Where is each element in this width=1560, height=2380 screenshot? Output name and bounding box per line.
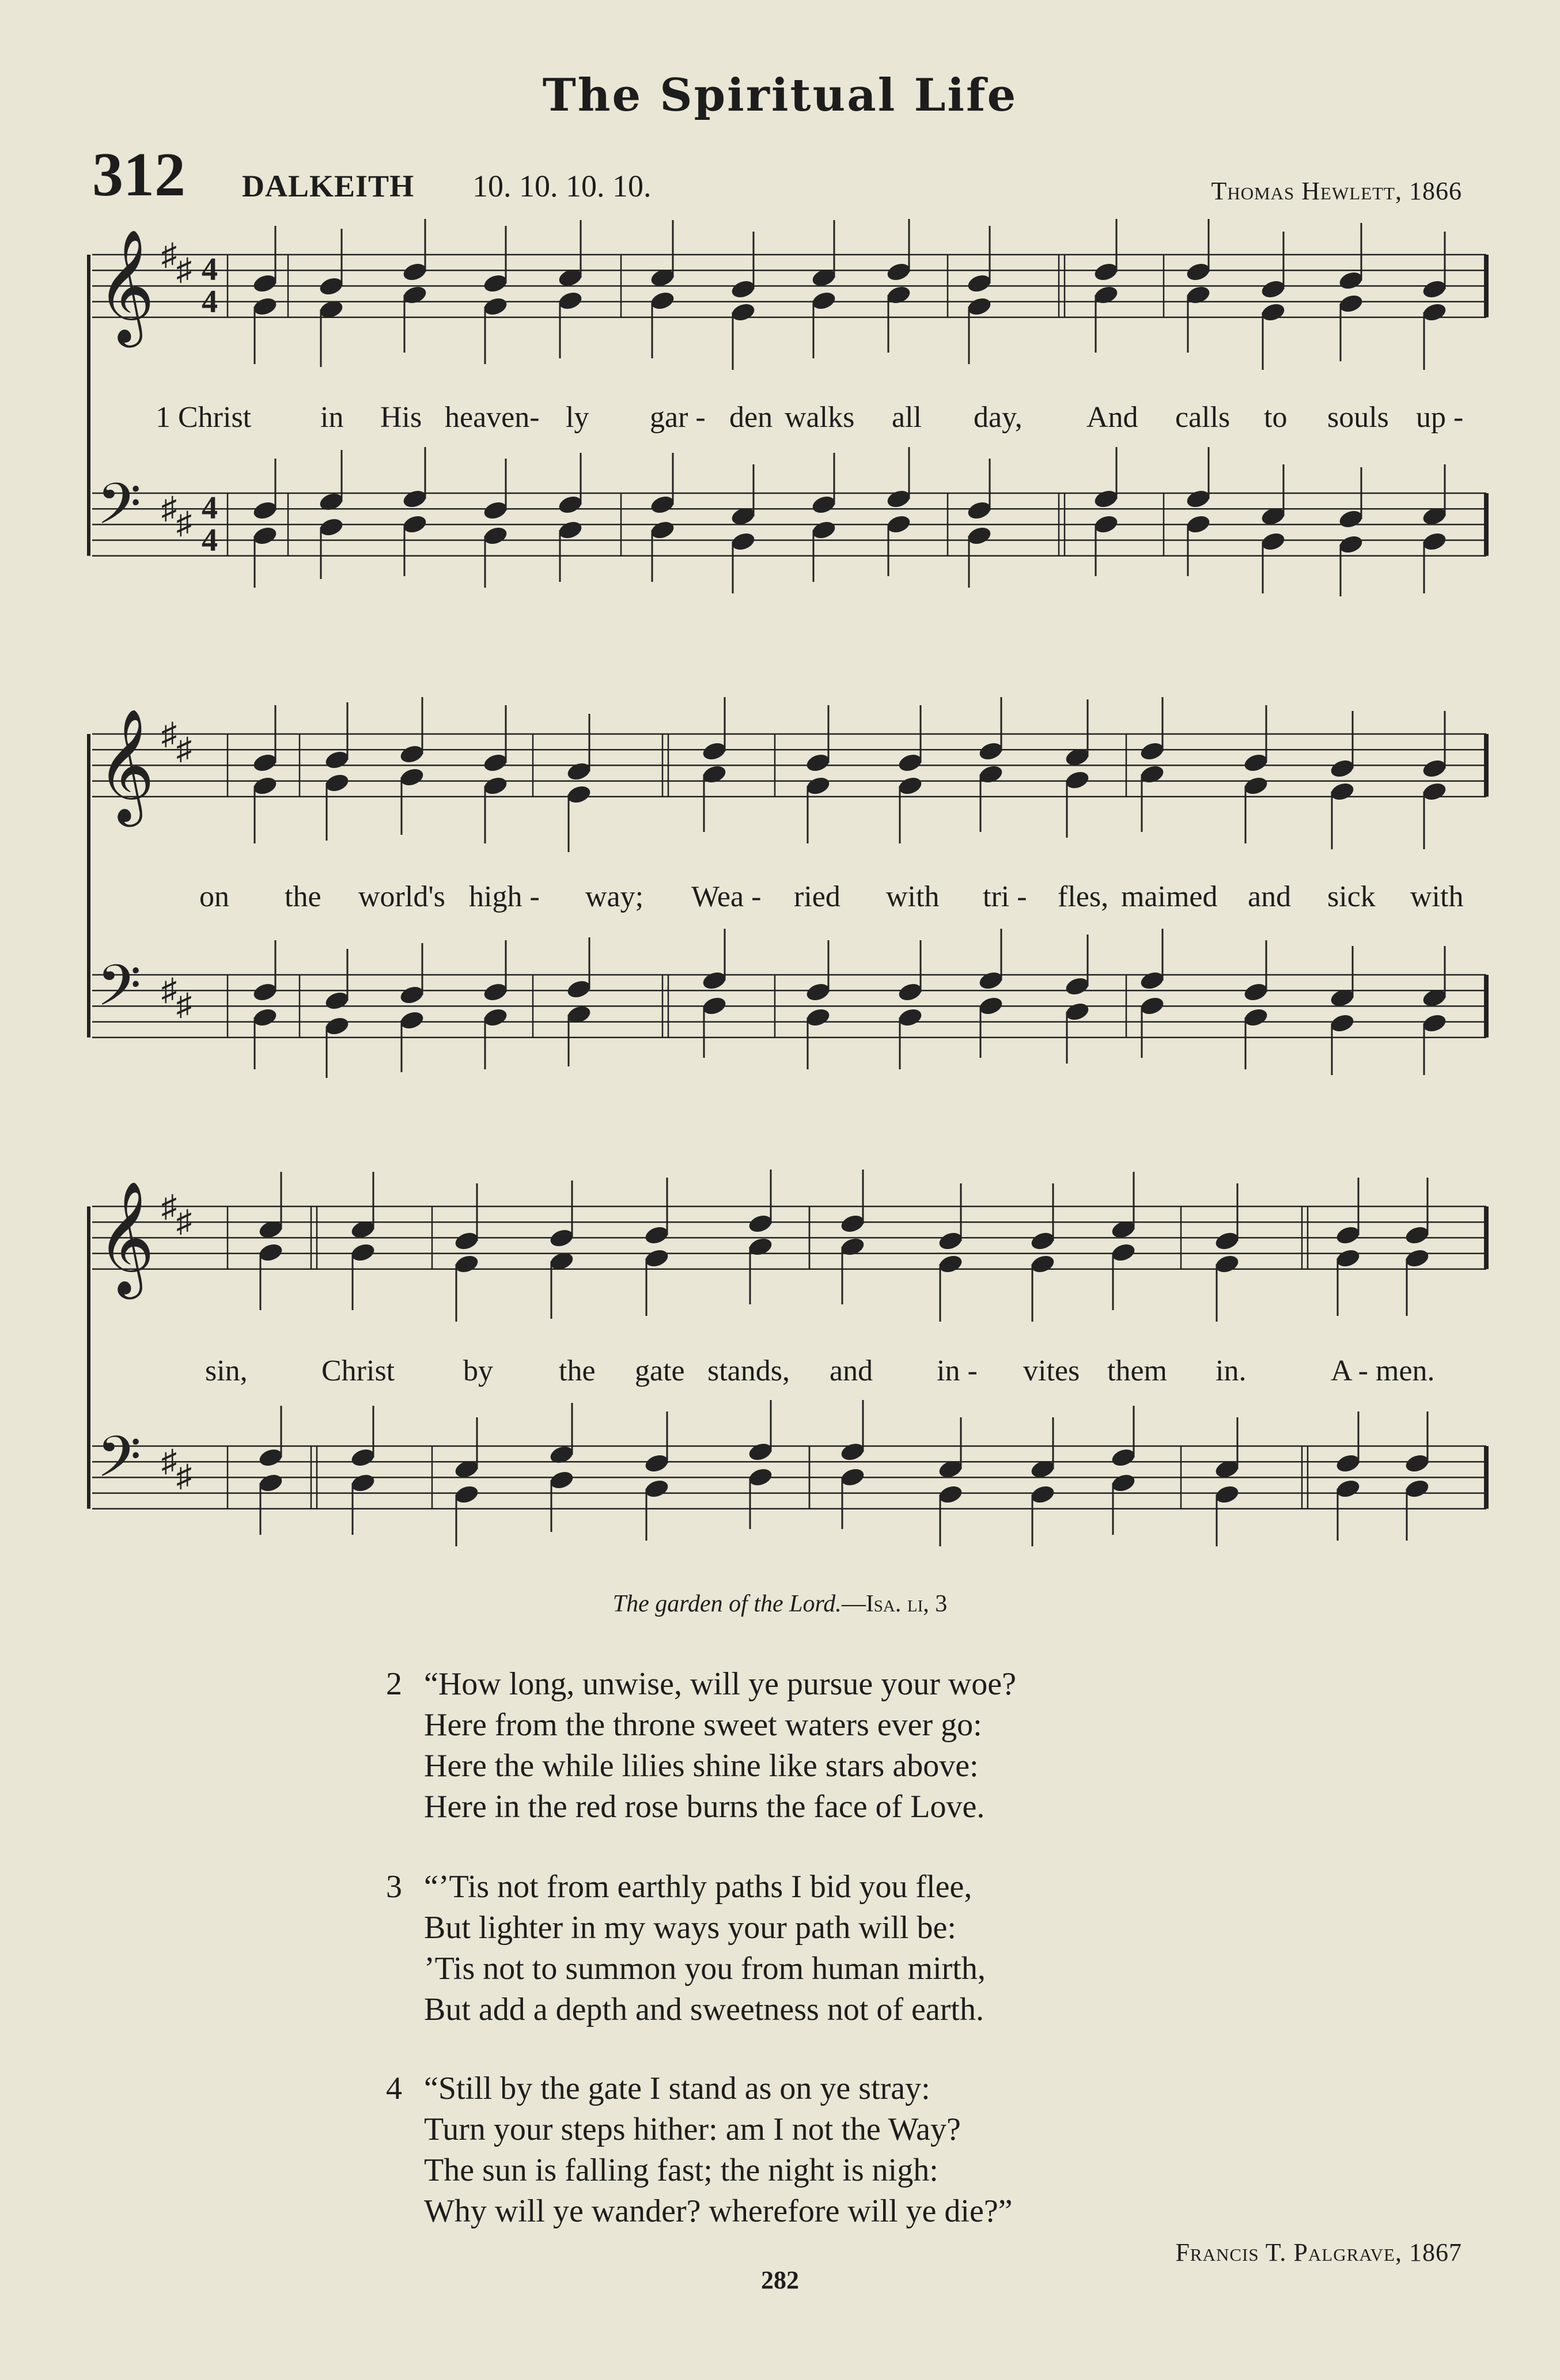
note-head bbox=[1338, 533, 1364, 555]
lyric-syllable: vites bbox=[1023, 1354, 1080, 1387]
note-head bbox=[252, 981, 278, 1003]
note-head bbox=[318, 516, 344, 538]
note-head bbox=[937, 1230, 964, 1252]
lyric-syllable: by bbox=[463, 1354, 493, 1387]
note-head bbox=[701, 995, 728, 1017]
note-head bbox=[1029, 1230, 1056, 1252]
lyric-syllable: all bbox=[892, 401, 922, 434]
lyric-syllable: them bbox=[1107, 1354, 1167, 1387]
note-head bbox=[482, 273, 509, 294]
treble-clef-icon: 𝄞 bbox=[97, 1180, 155, 1295]
hymn-number: 312 bbox=[92, 141, 185, 209]
stanza-line: Why will ye wander? wherefore will ye die?” bbox=[424, 2193, 1013, 2229]
note-head bbox=[1139, 995, 1165, 1017]
lyric-syllable: walks bbox=[785, 401, 855, 434]
sharp-icon: ♯ bbox=[161, 1444, 177, 1478]
treble-clef-icon: 𝄞 bbox=[97, 229, 155, 343]
lyric-syllable: sin, bbox=[205, 1354, 248, 1387]
note-head bbox=[1185, 284, 1211, 306]
note-head bbox=[1421, 1012, 1448, 1034]
sharp-icon: ♯ bbox=[161, 973, 177, 1007]
note-head bbox=[258, 1242, 284, 1263]
note-head bbox=[324, 990, 350, 1012]
note-head bbox=[258, 1447, 284, 1469]
note-head bbox=[399, 984, 425, 1006]
bass-clef-icon: 𝄢 bbox=[97, 1424, 142, 1504]
sharp-icon: ♯ bbox=[176, 987, 192, 1022]
note-head bbox=[1093, 284, 1119, 306]
treble-clef-icon: 𝄞 bbox=[97, 708, 155, 822]
lyric-syllable: Wea - bbox=[691, 880, 762, 913]
note-head bbox=[649, 494, 676, 516]
note-head bbox=[885, 284, 912, 306]
lyric-syllable: with bbox=[1410, 880, 1464, 913]
note-head bbox=[966, 525, 993, 547]
note-head bbox=[730, 531, 756, 553]
note-head bbox=[1093, 488, 1119, 510]
note-head bbox=[937, 1484, 964, 1505]
note-head bbox=[557, 519, 584, 541]
note-head bbox=[258, 1472, 284, 1494]
note-head bbox=[1110, 1447, 1137, 1469]
lyric-syllable: His bbox=[380, 401, 422, 434]
lyric-syllable: tri - bbox=[983, 880, 1027, 913]
note-head bbox=[1214, 1253, 1240, 1275]
stanza-line: Here in the red rose burns the face of Love. bbox=[424, 1789, 985, 1825]
note-head bbox=[885, 488, 912, 510]
note-head bbox=[1243, 1007, 1269, 1028]
note-head bbox=[1421, 531, 1448, 553]
note-head bbox=[324, 772, 350, 794]
sharp-icon: ♯ bbox=[176, 1459, 192, 1493]
note-head bbox=[453, 1230, 480, 1252]
note-head bbox=[482, 500, 509, 521]
stanza-line: Here from the throne sweet waters ever go: bbox=[424, 1707, 982, 1743]
note-head bbox=[1093, 261, 1119, 283]
lyric-syllable: on bbox=[199, 880, 229, 913]
note-head bbox=[350, 1242, 376, 1263]
lyric-syllable: den bbox=[729, 401, 773, 434]
note-head bbox=[548, 1469, 575, 1491]
stanza-3 bbox=[386, 1867, 986, 2030]
sharp-icon: ♯ bbox=[161, 1189, 177, 1224]
note-head bbox=[252, 296, 278, 317]
sharp-icon: ♯ bbox=[161, 491, 177, 525]
note-head bbox=[482, 296, 509, 317]
note-head bbox=[1064, 975, 1091, 997]
note-head bbox=[1064, 769, 1091, 791]
note-head bbox=[324, 1015, 350, 1037]
note-head bbox=[1214, 1230, 1240, 1252]
note-head bbox=[1139, 740, 1165, 762]
stanza-2 bbox=[386, 1664, 1016, 1827]
stanza-number: 4 bbox=[386, 2071, 402, 2106]
note-head bbox=[747, 1213, 774, 1235]
note-head bbox=[885, 261, 912, 283]
note-head bbox=[252, 775, 278, 797]
note-head bbox=[402, 488, 428, 510]
lyric-syllable: 1 Christ bbox=[156, 401, 252, 434]
note-head bbox=[1338, 508, 1364, 530]
stanza-line: Here the while lilies shine like stars above: bbox=[424, 1748, 979, 1784]
tune-name: DALKEITH bbox=[242, 169, 415, 203]
note-head bbox=[1404, 1247, 1430, 1269]
sharp-icon: ♯ bbox=[176, 506, 192, 540]
note-head bbox=[730, 301, 756, 323]
lyric-syllable: maimed bbox=[1121, 880, 1218, 913]
note-head bbox=[1404, 1224, 1430, 1246]
note-head bbox=[839, 1213, 866, 1235]
note-head bbox=[1260, 301, 1286, 323]
lyric-syllable: sick bbox=[1327, 880, 1376, 913]
note-head bbox=[1243, 752, 1269, 774]
note-head bbox=[1139, 970, 1165, 992]
note-head bbox=[1421, 758, 1448, 780]
note-head bbox=[1335, 1247, 1361, 1269]
note-head bbox=[1064, 1001, 1091, 1023]
note-head bbox=[805, 981, 831, 1003]
lyric-syllable: day, bbox=[974, 401, 1023, 434]
note-head bbox=[252, 752, 278, 774]
note-head bbox=[730, 278, 756, 300]
note-head bbox=[557, 494, 584, 516]
note-head bbox=[1185, 488, 1211, 510]
lyric-syllable: gar - bbox=[650, 401, 706, 434]
note-head bbox=[318, 275, 344, 297]
note-head bbox=[482, 981, 509, 1003]
note-head bbox=[897, 1007, 923, 1028]
stanza-line: The sun is falling fast; the night is nigh: bbox=[424, 2152, 938, 2188]
note-head bbox=[1260, 531, 1286, 553]
note-head bbox=[747, 1441, 774, 1463]
lyric-syllable: ly bbox=[566, 401, 589, 434]
lyric-syllable: the bbox=[559, 1354, 596, 1387]
note-head bbox=[482, 752, 509, 774]
note-head bbox=[978, 763, 1004, 785]
note-head bbox=[399, 743, 425, 765]
note-head bbox=[701, 763, 728, 785]
note-head bbox=[966, 273, 993, 294]
note-head bbox=[566, 784, 592, 805]
lyric-syllable: Christ bbox=[321, 1354, 395, 1387]
note-head bbox=[1404, 1452, 1430, 1474]
stanza-line: ’Tis not to summon you from human mirth, bbox=[424, 1951, 986, 1987]
note-head bbox=[453, 1253, 480, 1275]
lyric-syllable: high - bbox=[469, 880, 540, 913]
note-head bbox=[1404, 1478, 1430, 1500]
note-head bbox=[1329, 1012, 1355, 1034]
lyric-syllable: heaven- bbox=[445, 401, 540, 434]
note-head bbox=[1421, 781, 1448, 803]
note-head bbox=[482, 775, 509, 797]
note-head bbox=[811, 290, 837, 312]
time-signature-top: 4 bbox=[202, 490, 218, 526]
lyric-syllable: in - bbox=[937, 1354, 978, 1387]
note-head bbox=[1260, 278, 1286, 300]
note-head bbox=[805, 752, 831, 774]
note-head bbox=[978, 995, 1004, 1017]
note-head bbox=[1335, 1452, 1361, 1474]
sharp-icon: ♯ bbox=[176, 252, 192, 287]
note-head bbox=[643, 1224, 670, 1246]
note-head bbox=[966, 500, 993, 521]
note-head bbox=[1421, 278, 1448, 300]
note-head bbox=[482, 525, 509, 547]
lyric-syllable: to bbox=[1264, 401, 1288, 434]
lyric-syllable: calls bbox=[1175, 401, 1230, 434]
note-head bbox=[978, 740, 1004, 762]
note-head bbox=[811, 519, 837, 541]
note-head bbox=[811, 494, 837, 516]
note-head bbox=[805, 1007, 831, 1028]
note-head bbox=[402, 513, 428, 535]
time-signature-bottom: 4 bbox=[202, 523, 218, 558]
note-head bbox=[897, 752, 923, 774]
meter: 10. 10. 10. 10. bbox=[472, 169, 652, 203]
note-head bbox=[252, 1007, 278, 1028]
lyric-syllable: in bbox=[320, 401, 344, 434]
stanza-line: “’Tis not from earthly paths I bid you flee, bbox=[424, 1869, 972, 1905]
note-head bbox=[897, 981, 923, 1003]
note-head bbox=[1029, 1484, 1056, 1505]
stanza-line: Turn your steps hither: am I not the Way? bbox=[424, 2112, 961, 2147]
stanza-line: “Still by the gate I stand as on ye stray: bbox=[424, 2071, 930, 2106]
note-head bbox=[482, 1007, 509, 1028]
note-head bbox=[566, 760, 592, 782]
composer-credit: Thomas Hewlett, 1866 bbox=[1211, 177, 1462, 205]
note-head bbox=[1093, 513, 1119, 535]
lyric-syllable: stands, bbox=[707, 1354, 790, 1387]
stanza-line: “How long, unwise, will ye pursue your woe? bbox=[424, 1666, 1017, 1702]
time-signature-bottom: 4 bbox=[202, 284, 218, 320]
lyric-syllable: souls bbox=[1327, 401, 1389, 434]
note-head bbox=[1110, 1242, 1137, 1263]
note-head bbox=[557, 290, 584, 312]
note-head bbox=[402, 284, 428, 306]
lyric-syllable: and bbox=[1248, 880, 1292, 913]
note-head bbox=[643, 1452, 670, 1474]
lyric-syllable: way; bbox=[585, 880, 644, 913]
note-head bbox=[1214, 1484, 1240, 1505]
sharp-icon: ♯ bbox=[161, 717, 177, 751]
note-head bbox=[1338, 270, 1364, 292]
note-head bbox=[399, 1009, 425, 1031]
note-head bbox=[1338, 293, 1364, 315]
note-head bbox=[839, 1466, 866, 1488]
lyric-syllable: in. bbox=[1216, 1354, 1247, 1387]
note-head bbox=[399, 766, 425, 788]
note-head bbox=[252, 500, 278, 521]
note-head bbox=[1335, 1224, 1361, 1246]
note-head bbox=[1243, 981, 1269, 1003]
lyric-syllable: A - men. bbox=[1331, 1354, 1435, 1387]
note-head bbox=[1329, 758, 1355, 780]
stanza-number: 2 bbox=[386, 1666, 402, 1702]
stanza-line: But lighter in my ways your path will be: bbox=[424, 1910, 956, 1946]
note-head bbox=[324, 749, 350, 771]
stanza-number: 3 bbox=[386, 1869, 402, 1905]
music-system-2 bbox=[0, 697, 1560, 1095]
stanza-4 bbox=[386, 2068, 1013, 2232]
note-head bbox=[350, 1447, 376, 1469]
author-credit: Francis T. Palgrave, 1867 bbox=[1175, 2238, 1462, 2267]
note-head bbox=[885, 513, 912, 535]
note-head bbox=[1185, 261, 1211, 283]
stanza-line: But add a depth and sweetness not of earth. bbox=[424, 1992, 984, 2027]
note-head bbox=[805, 775, 831, 797]
note-head bbox=[1335, 1478, 1361, 1500]
bass-clef-icon: 𝄢 bbox=[97, 471, 142, 551]
lyric-syllable: ried bbox=[794, 880, 840, 913]
note-head bbox=[701, 970, 728, 992]
page-number: 282 bbox=[761, 2266, 799, 2294]
note-head bbox=[897, 775, 923, 797]
lyric-syllable: with bbox=[886, 880, 940, 913]
note-head bbox=[566, 978, 592, 1000]
note-head bbox=[966, 296, 993, 317]
note-head bbox=[839, 1236, 866, 1258]
note-head bbox=[649, 519, 676, 541]
lyric-syllable: fles, bbox=[1058, 880, 1109, 913]
note-head bbox=[252, 273, 278, 294]
time-signature-top: 4 bbox=[202, 252, 218, 287]
bass-clef-icon: 𝄢 bbox=[97, 953, 142, 1033]
note-head bbox=[649, 290, 676, 312]
note-head bbox=[453, 1484, 480, 1505]
note-head bbox=[1029, 1253, 1056, 1275]
note-head bbox=[747, 1236, 774, 1258]
lyric-syllable: up - bbox=[1416, 401, 1464, 434]
lyric-syllable: And bbox=[1086, 401, 1138, 434]
note-head bbox=[252, 525, 278, 547]
note-head bbox=[643, 1247, 670, 1269]
note-head bbox=[1139, 763, 1165, 785]
note-head bbox=[402, 261, 428, 283]
note-head bbox=[1421, 301, 1448, 323]
lyric-syllable: gate bbox=[635, 1354, 685, 1387]
lyric-syllable: the bbox=[285, 880, 321, 913]
lyric-syllable: and bbox=[830, 1354, 873, 1387]
note-head bbox=[643, 1478, 670, 1500]
note-head bbox=[839, 1441, 866, 1463]
note-head bbox=[1329, 781, 1355, 803]
note-head bbox=[937, 1253, 964, 1275]
note-head bbox=[1110, 1472, 1137, 1494]
note-head bbox=[1185, 513, 1211, 535]
caption-text: The garden of the Lord. bbox=[612, 1591, 842, 1617]
caption-reference: —Isa. li, 3 bbox=[841, 1591, 948, 1617]
note-head bbox=[1243, 775, 1269, 797]
note-head bbox=[701, 740, 728, 762]
sharp-icon: ♯ bbox=[176, 1204, 192, 1239]
sharp-icon: ♯ bbox=[161, 237, 177, 272]
note-head bbox=[548, 1227, 575, 1249]
note-head bbox=[350, 1472, 376, 1494]
lyric-syllable: world's bbox=[358, 880, 445, 913]
note-head bbox=[747, 1466, 774, 1488]
scripture-caption bbox=[0, 1590, 1560, 1618]
sharp-icon: ♯ bbox=[176, 732, 192, 766]
section-title: The Spiritual Life bbox=[542, 69, 1018, 122]
note-head bbox=[978, 970, 1004, 992]
